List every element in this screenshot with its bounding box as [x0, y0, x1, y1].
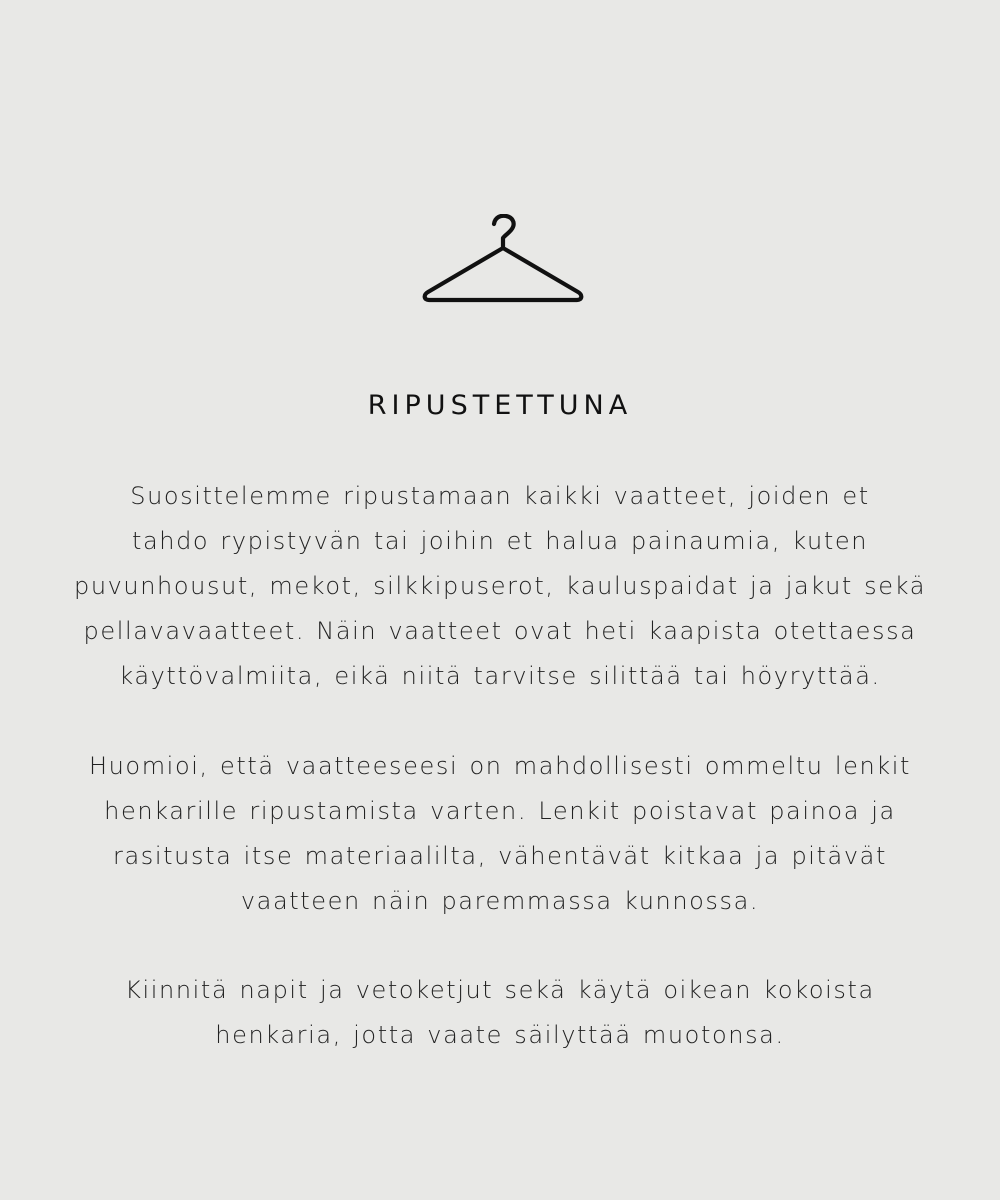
paragraph-line: Kiinnitä napit ja vetoketjut sekä käytä oikean kokoista: [125, 976, 875, 1004]
paragraph-hanging-recommendation: [70, 474, 930, 699]
paragraph-line: puvunhousut, mekot, silkkipuserot, kauluspaidat ja jakut sekä: [73, 572, 927, 600]
paragraph-line: henkaria, jotta vaate säilyttää muotonsa.: [215, 1021, 785, 1049]
paragraph-line: henkarille ripustamista varten. Lenkit poistavat painoa ja: [104, 797, 896, 825]
paragraph-hanger-loops: [70, 744, 930, 924]
paragraph-line: Suosittelemme ripustamaan kaikki vaatteet, joiden et: [130, 482, 870, 510]
paragraph-line: käyttövalmiita, eikä niitä tarvitse silittää tai höyryttää.: [119, 662, 881, 690]
paragraph-buttons-and-size: [70, 968, 930, 1058]
paragraph-line: pellavavaatteet. Näin vaatteet ovat heti kaapista otettaessa: [83, 617, 917, 645]
paragraph-line: Huomioi, että vaatteeseesi on mahdollisesti ommeltu lenkit: [88, 752, 912, 780]
section-title: RIPUSTETTUNA: [367, 390, 633, 421]
paragraph-line: vaatteen näin paremmassa kunnossa.: [240, 887, 760, 915]
paragraph-line: tahdo rypistyvän tai joihin et halua painaumia, kuten: [131, 527, 869, 555]
paragraph-line: rasitusta itse materiaalilta, vähentävät kitkaa ja pitävät: [113, 842, 887, 870]
hanger-icon: [420, 214, 586, 304]
